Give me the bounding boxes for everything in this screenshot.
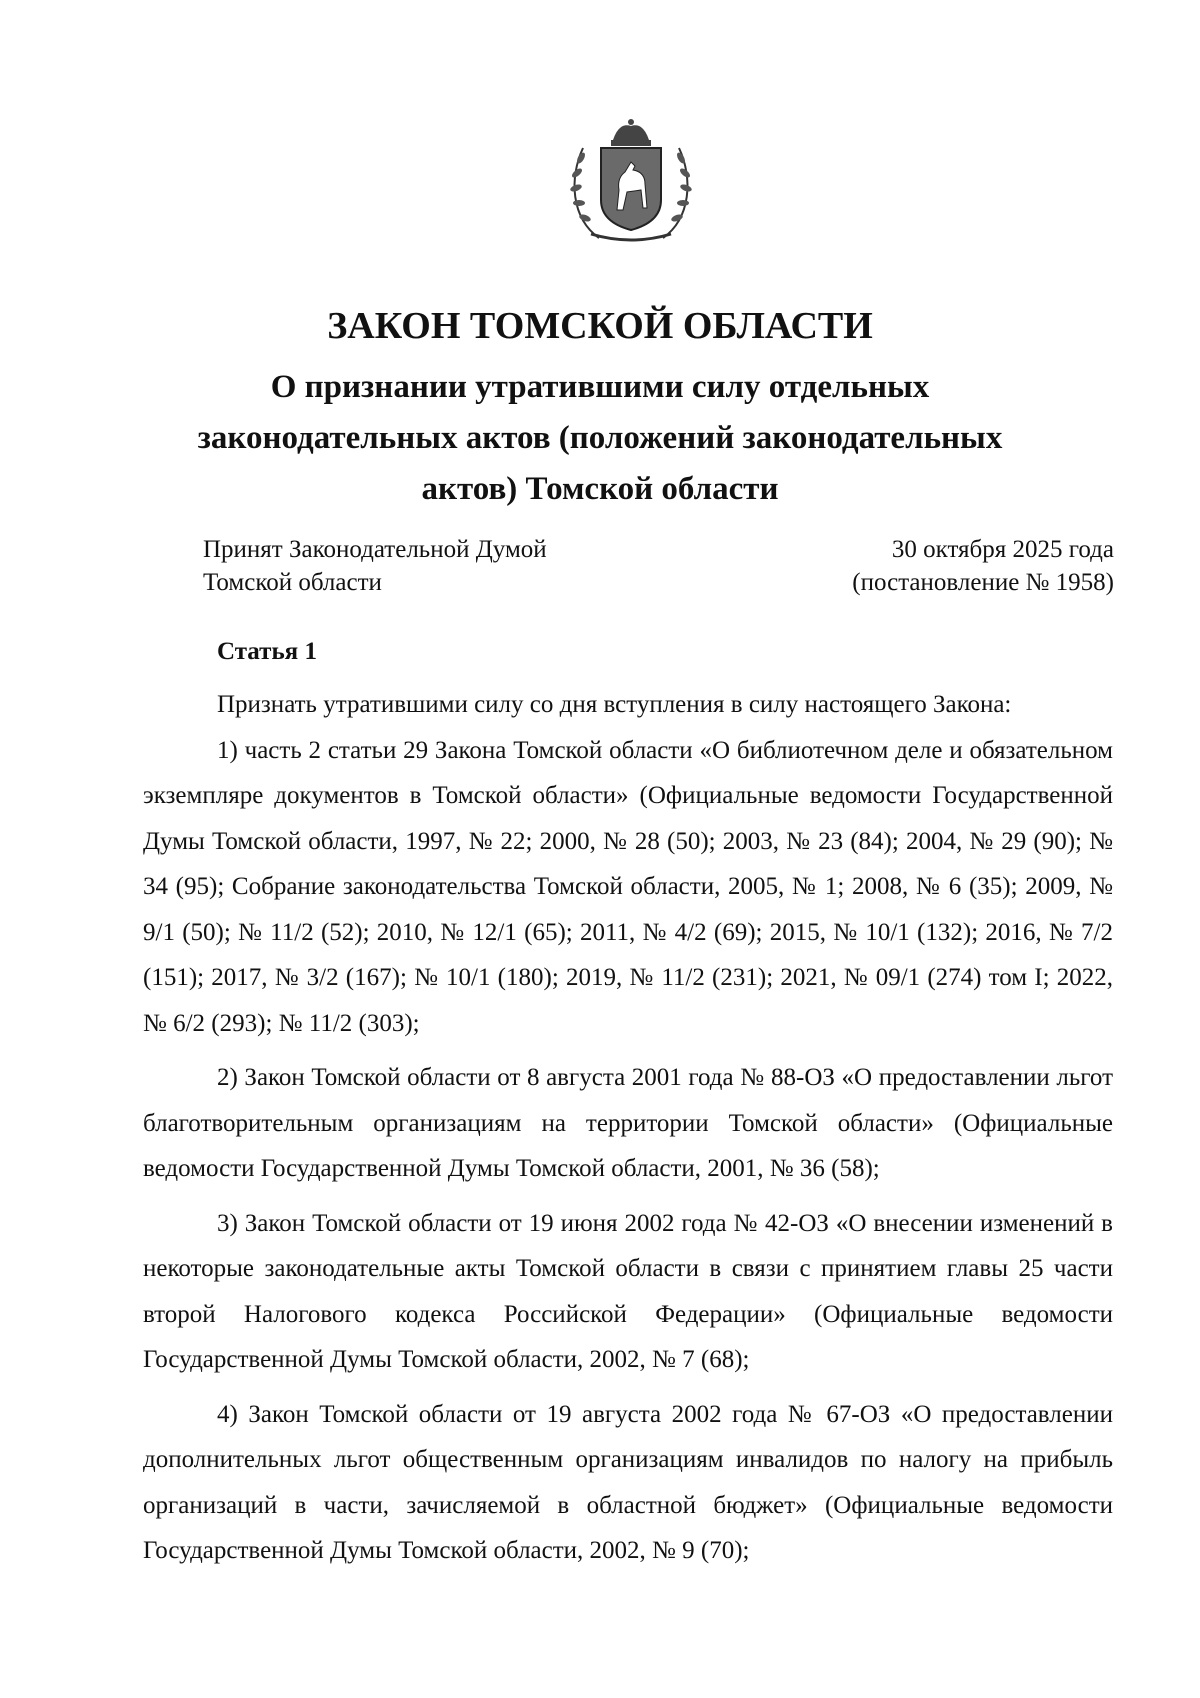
resolution-number: (постановление № 1958) (852, 569, 1114, 596)
adopted-by-line: Принят Законодательной Думой (203, 536, 547, 563)
article-item: 1) часть 2 статьи 29 Закона Томской области «О библиотечном деле и обязательном экземпляре документов в Томской области» (Официальные ведомости Государственной Думы Томской области, 1997, № 22; 2000, № 28 (50); 2003, № 23 (84); 2004, № 29 (90); № 34 (95); Собрание законодательства Томской области, 2005, № 1; 2008, № 6 (35); 2009, № 9/1 (50); № 11/2 (52); 2010, № 12/1 (65); 2011, № 4/2 (69); 2015, № 10/1 (132); 2016, № 7/2 (151); 2017, № 3/2 (167); № 10/1 (180); 2019, № 11/2 (231); 2021, № 09/1 (274) том I; 2022, № 6/2 (293); № 11/2 (303); (143, 736, 1113, 1037)
article-item: 4) Закон Томской области от 19 августа 2002 года № 67-ОЗ «О предоставлении дополнительных льгот общественным организациям инвалидов по налогу на прибыль организаций в части, зачисляемой в областной бюджет» (Официальные ведомости Государственной Думы Томской области, 2002, № 9 (70); (143, 1400, 1113, 1564)
coat-of-arms-emblem (561, 118, 701, 246)
adoption-date-line: 30 октября 2025 года (891, 536, 1114, 563)
adopted-by (203, 533, 547, 599)
article-item: 2) Закон Томской области от 8 августа 2001 года № 88-ОЗ «О предоставлении льгот благотворительным организациям на территории Томской области» (Официальные ведомости Государственной Думы Томской области, 2001, № 36 (58); (143, 1064, 1113, 1182)
law-subtitle-line: законодательных актов (положений законодательных (197, 420, 1003, 456)
article-body (143, 682, 1113, 1583)
adoption-date (852, 533, 1114, 599)
article-heading: Статья 1 (217, 638, 317, 665)
law-subtitle-line: О признании утратившими силу отдельных (270, 369, 930, 405)
article-intro: Признать утратившими силу со дня вступления в силу настоящего Закона: (217, 691, 1012, 718)
law-subtitle (0, 362, 1200, 515)
law-title: ЗАКОН ТОМСКОЙ ОБЛАСТИ (327, 305, 873, 347)
law-subtitle-line: актов) Томской области (421, 471, 779, 507)
adopted-by-line: Томской области (203, 569, 382, 596)
article-item: 3) Закон Томской области от 19 июня 2002 года № 42-ОЗ «О внесении изменений в некоторые законодательные акты Томской области в связи с принятием главы 25 части второй Налогового кодекса Российской Федерации» (Официальные ведомости Государственной Думы Томской области, 2002, № 7 (68); (143, 1209, 1113, 1373)
